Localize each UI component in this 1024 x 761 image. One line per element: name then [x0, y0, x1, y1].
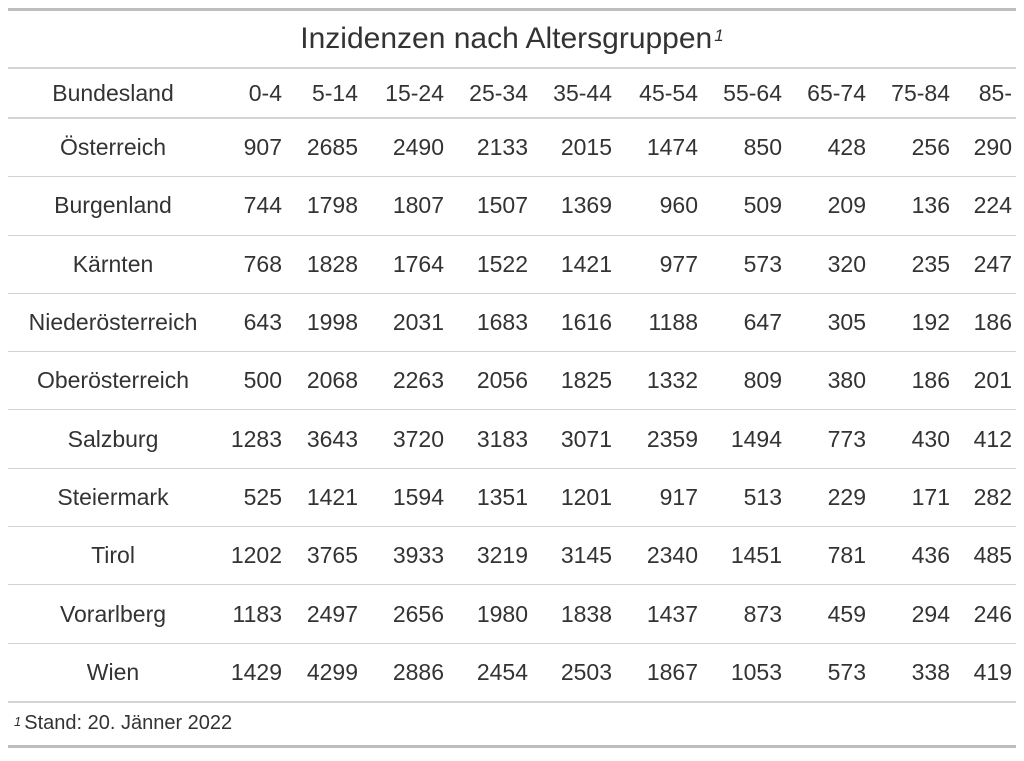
incidence-cell: 873 [702, 585, 786, 643]
incidence-cell: 380 [786, 352, 870, 410]
incidence-cell: 917 [616, 468, 702, 526]
incidence-cell: 3071 [532, 410, 616, 468]
incidence-table [8, 69, 1016, 703]
incidence-cell: 3643 [286, 410, 362, 468]
incidence-cell: 1188 [616, 293, 702, 351]
column-header-75-84: 75-84 [870, 69, 954, 118]
incidence-cell: 1421 [286, 468, 362, 526]
column-header-15-24: 15-24 [362, 69, 448, 118]
column-header-25-34: 25-34 [448, 69, 532, 118]
incidence-cell: 977 [616, 235, 702, 293]
incidence-cell: 781 [786, 527, 870, 585]
data-table-container [8, 8, 1016, 748]
incidence-cell: 3183 [448, 410, 532, 468]
incidence-cell: 209 [786, 177, 870, 235]
table-row [8, 527, 1016, 585]
incidence-cell: 4299 [286, 643, 362, 702]
incidence-cell: 1332 [616, 352, 702, 410]
incidence-cell: 1998 [286, 293, 362, 351]
incidence-cell: 1807 [362, 177, 448, 235]
incidence-cell: 1616 [532, 293, 616, 351]
state-name-cell: Oberösterreich [8, 352, 218, 410]
incidence-cell: 3145 [532, 527, 616, 585]
table-row [8, 235, 1016, 293]
incidence-cell: 2886 [362, 643, 448, 702]
incidence-cell: 282 [954, 468, 1016, 526]
incidence-cell: 2015 [532, 118, 616, 177]
incidence-cell: 850 [702, 118, 786, 177]
column-header-5-14: 5-14 [286, 69, 362, 118]
incidence-cell: 2490 [362, 118, 448, 177]
incidence-cell: 1522 [448, 235, 532, 293]
table-row [8, 352, 1016, 410]
column-header-35-44: 35-44 [532, 69, 616, 118]
table-row [8, 585, 1016, 643]
incidence-cell: 338 [870, 643, 954, 702]
incidence-cell: 2056 [448, 352, 532, 410]
incidence-cell: 1369 [532, 177, 616, 235]
incidence-cell: 171 [870, 468, 954, 526]
incidence-cell: 430 [870, 410, 954, 468]
table-row [8, 293, 1016, 351]
incidence-cell: 2497 [286, 585, 362, 643]
incidence-cell: 428 [786, 118, 870, 177]
incidence-cell: 744 [218, 177, 286, 235]
incidence-cell: 1351 [448, 468, 532, 526]
column-header-bundesland: Bundesland [8, 69, 218, 118]
incidence-cell: 3219 [448, 527, 532, 585]
footnote [8, 703, 1016, 745]
column-header-55-64: 55-64 [702, 69, 786, 118]
incidence-cell: 1594 [362, 468, 448, 526]
incidence-cell: 1764 [362, 235, 448, 293]
table-row [8, 468, 1016, 526]
state-name-cell: Niederösterreich [8, 293, 218, 351]
incidence-cell: 201 [954, 352, 1016, 410]
incidence-cell: 809 [702, 352, 786, 410]
incidence-cell: 1838 [532, 585, 616, 643]
incidence-cell: 256 [870, 118, 954, 177]
incidence-cell: 513 [702, 468, 786, 526]
incidence-cell: 1867 [616, 643, 702, 702]
incidence-cell: 247 [954, 235, 1016, 293]
incidence-cell: 1828 [286, 235, 362, 293]
incidence-cell: 768 [218, 235, 286, 293]
incidence-cell: 3933 [362, 527, 448, 585]
state-name-cell: Tirol [8, 527, 218, 585]
column-header-45-54: 45-54 [616, 69, 702, 118]
incidence-cell: 773 [786, 410, 870, 468]
incidence-cell: 1451 [702, 527, 786, 585]
table-row [8, 177, 1016, 235]
incidence-cell: 1429 [218, 643, 286, 702]
incidence-cell: 1474 [616, 118, 702, 177]
table-row [8, 643, 1016, 702]
state-name-cell: Burgenland [8, 177, 218, 235]
incidence-cell: 1053 [702, 643, 786, 702]
incidence-cell: 573 [702, 235, 786, 293]
incidence-cell: 1421 [532, 235, 616, 293]
column-header-0-4: 0-4 [218, 69, 286, 118]
table-row [8, 410, 1016, 468]
footnote-mark: 1 [14, 714, 22, 730]
incidence-cell: 2685 [286, 118, 362, 177]
incidence-cell: 2656 [362, 585, 448, 643]
incidence-cell: 3765 [286, 527, 362, 585]
incidence-cell: 1201 [532, 468, 616, 526]
table-row [8, 118, 1016, 177]
incidence-cell: 647 [702, 293, 786, 351]
incidence-cell: 1202 [218, 527, 286, 585]
incidence-cell: 1825 [532, 352, 616, 410]
incidence-cell: 294 [870, 585, 954, 643]
incidence-cell: 2263 [362, 352, 448, 410]
state-name-cell: Wien [8, 643, 218, 702]
incidence-cell: 643 [218, 293, 286, 351]
incidence-cell: 2068 [286, 352, 362, 410]
incidence-cell: 2031 [362, 293, 448, 351]
incidence-cell: 186 [954, 293, 1016, 351]
incidence-cell: 1183 [218, 585, 286, 643]
footnote-text: Stand: 20. Jänner 2022 [24, 712, 233, 735]
incidence-cell: 960 [616, 177, 702, 235]
table-title [8, 11, 1016, 69]
state-name-cell: Kärnten [8, 235, 218, 293]
incidence-cell: 1683 [448, 293, 532, 351]
incidence-cell: 136 [870, 177, 954, 235]
incidence-cell: 224 [954, 177, 1016, 235]
header-row [8, 69, 1016, 118]
incidence-cell: 2340 [616, 527, 702, 585]
title-footnote-mark: 1 [714, 26, 724, 45]
incidence-cell: 192 [870, 293, 954, 351]
incidence-cell: 186 [870, 352, 954, 410]
incidence-cell: 2503 [532, 643, 616, 702]
incidence-cell: 412 [954, 410, 1016, 468]
incidence-cell: 1437 [616, 585, 702, 643]
state-name-cell: Steiermark [8, 468, 218, 526]
incidence-cell: 320 [786, 235, 870, 293]
incidence-cell: 235 [870, 235, 954, 293]
table-title-text: Inzidenzen nach Altersgruppen [300, 22, 713, 55]
incidence-cell: 2359 [616, 410, 702, 468]
incidence-cell: 2454 [448, 643, 532, 702]
incidence-cell: 305 [786, 293, 870, 351]
state-name-cell: Vorarlberg [8, 585, 218, 643]
state-name-cell: Salzburg [8, 410, 218, 468]
incidence-cell: 3720 [362, 410, 448, 468]
incidence-cell: 1494 [702, 410, 786, 468]
incidence-cell: 419 [954, 643, 1016, 702]
incidence-cell: 2133 [448, 118, 532, 177]
incidence-cell: 500 [218, 352, 286, 410]
incidence-cell: 1507 [448, 177, 532, 235]
state-name-cell: Österreich [8, 118, 218, 177]
incidence-cell: 485 [954, 527, 1016, 585]
incidence-cell: 229 [786, 468, 870, 526]
incidence-cell: 1283 [218, 410, 286, 468]
incidence-cell: 509 [702, 177, 786, 235]
incidence-cell: 459 [786, 585, 870, 643]
incidence-cell: 290 [954, 118, 1016, 177]
column-header-65-74: 65-74 [786, 69, 870, 118]
incidence-cell: 246 [954, 585, 1016, 643]
incidence-cell: 1798 [286, 177, 362, 235]
table-body [8, 118, 1016, 702]
column-header-85-: 85- [954, 69, 1016, 118]
incidence-cell: 525 [218, 468, 286, 526]
incidence-cell: 1980 [448, 585, 532, 643]
incidence-cell: 573 [786, 643, 870, 702]
incidence-cell: 436 [870, 527, 954, 585]
incidence-cell: 907 [218, 118, 286, 177]
